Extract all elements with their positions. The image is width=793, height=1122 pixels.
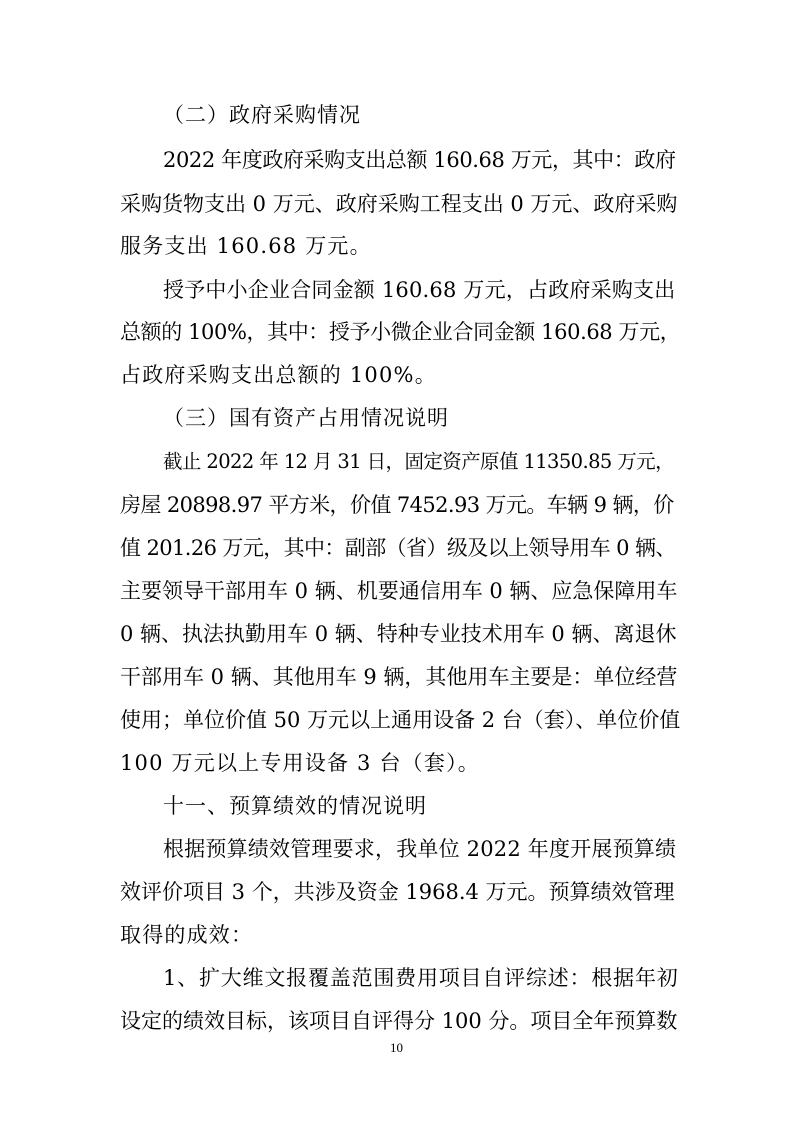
paragraph-line: 干部用车 0 辆、其他用车 9 辆，其他用车主要是：单位经营 [120,665,678,689]
paragraph-line: 总额的 100%，其中：授予小微企业合同金额 160.68 万元， [120,320,681,344]
section-heading-procurement: （二）政府采购情况 [163,103,361,127]
paragraph-line: 设定的绩效目标，该项目自评得分 100 分。项目全年预算数 [120,1009,678,1033]
paragraph-line: 房屋 20898.97 平方米，价值 7452.93 万元。车辆 9 辆，价 [120,493,674,517]
page-number: 10 [390,1040,403,1055]
paragraph-line: 使用；单位价值 50 万元以上通用设备 2 台（套）、单位价值 [120,708,681,732]
paragraph-line: 值 201.26 万元，其中：副部（省）级及以上领导用车 0 辆、 [120,536,676,560]
paragraph-line: 根据预算绩效管理要求，我单位 2022 年度开展预算绩 [163,837,677,861]
paragraph-line: 1、扩大维文报覆盖范围费用项目自评综述：根据年初 [163,966,679,990]
paragraph-line: 100 万元以上专用设备 3 台（套）。 [120,751,480,775]
paragraph-line: 取得的成效： [120,923,254,947]
paragraph-line: 2022 年度政府采购支出总额 160.68 万元，其中：政府 [163,148,676,172]
paragraph-line: 授予中小企业合同金额 160.68 万元，占政府采购支出 [163,278,676,302]
section-heading-performance: 十一、预算绩效的情况说明 [163,794,427,818]
paragraph-line: 占政府采购支出总额的 100%。 [120,363,437,387]
section-heading-state-assets: （三）国有资产占用情况说明 [163,406,449,430]
paragraph-line: 截止 2022 年 12 月 31 日，固定资产原值 11350.85 万元， [163,450,674,473]
paragraph-line: 主要领导干部用车 0 辆、机要通信用车 0 辆、应急保障用车 [120,579,678,603]
paragraph-line: 效评价项目 3 个，共涉及资金 1968.4 万元。预算绩效管理 [120,880,675,904]
paragraph-line: 采购货物支出 0 万元、政府采购工程支出 0 万元、政府采购 [120,192,678,216]
paragraph-line: 0 辆、执法执勤用车 0 辆、特种专业技术用车 0 辆、离退休 [120,622,677,646]
paragraph-line: 服务支出 160.68 万元。 [120,234,372,258]
